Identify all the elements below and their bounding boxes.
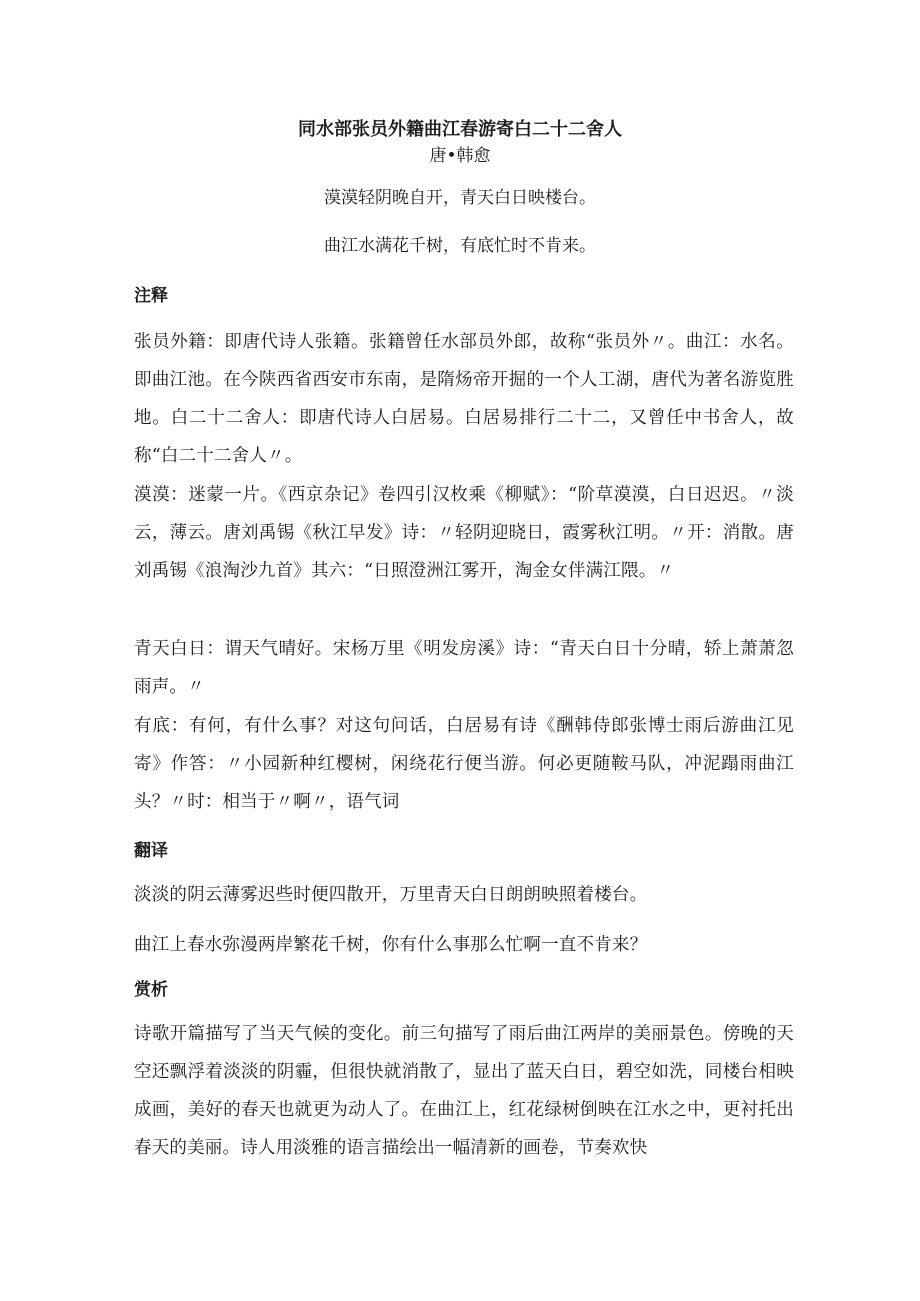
notes-paragraph: 青天白日：谓天气晴好。宋杨万里《明发房溪》诗：“青天白日十分晴，轿上萧萧忽雨声。〃 xyxy=(134,639,794,697)
appreciation-paragraph: 诗歌开篇描写了当天气候的变化。前三句描写了雨后曲江两岸的美丽景色。傍晚的天空还飘浮着淡淡的阴霾，但很快就消散了，显出了蓝天白日，碧空如洗，同楼台相映成画，美好的春天也就更为动人了。在曲江上，红花绿树倒映在江水之中，更衬托出春天的美丽。诗人用淡雅的语言描绘出一幅清新的画卷，节奏欢快 xyxy=(134,1024,794,1158)
translation-paragraph: 淡淡的阴云薄雾迟些时便四散开，万里青天白日朗朗映照着楼台。 xyxy=(134,885,648,905)
notes-paragraph: 张员外籍：即唐代诗人张籍。张籍曾任水部员外郎，故称“张员外〃。曲江：水名。即曲江池。在今陕西省西安市东南，是隋炀帝开掘的一个人工湖，唐代为著名游览胜地。白二十二舍人：即唐代诗人白居易。白居易排行二十二，又曾任中书舍人，故称“白二十二舍人〃。 xyxy=(134,332,794,466)
poem-author: 唐•韩愈 xyxy=(429,146,491,166)
poem-title: 同水部张员外籍曲江春游寄白二十二舍人 xyxy=(298,119,622,140)
notes-paragraph: 漠漠：迷蒙一片。《西京杂记》卷四引汉枚乘《柳赋》：“阶草漠漠，白日迟迟。〃淡云，薄云。唐刘禹锡《秋江早发》诗：〃轻阴迎晓日，霞雾秋江明。〃开：消散。唐刘禹锡《浪淘沙九首》其六：“日照澄洲江雾开，淘金女伴满江隈。〃 xyxy=(134,485,794,581)
translation-paragraph: 曲江上春水弥漫两岸繁花千树，你有什么事那么忙啊一直不肯来？ xyxy=(134,935,648,955)
appreciation-heading: 赏析 xyxy=(134,980,168,1000)
translation-heading: 翻译 xyxy=(134,841,168,861)
poem-line-2: 曲江水满花千树，有底忙时不肯来。 xyxy=(324,236,596,256)
notes-heading: 注释 xyxy=(134,286,168,306)
poem-line-1: 漠漠轻阴晚自开，青天白日映楼台。 xyxy=(324,188,596,208)
notes-paragraph: 有底：有何，有什么事？对这句问话，白居易有诗《酬韩侍郎张博士雨后游曲江见寄》作答：〃小园新种红樱树，闲绕花行便当游。何必更随鞍马队，冲泥蹋雨曲江头？〃时：相当于〃啊〃，语气词 xyxy=(134,716,794,812)
